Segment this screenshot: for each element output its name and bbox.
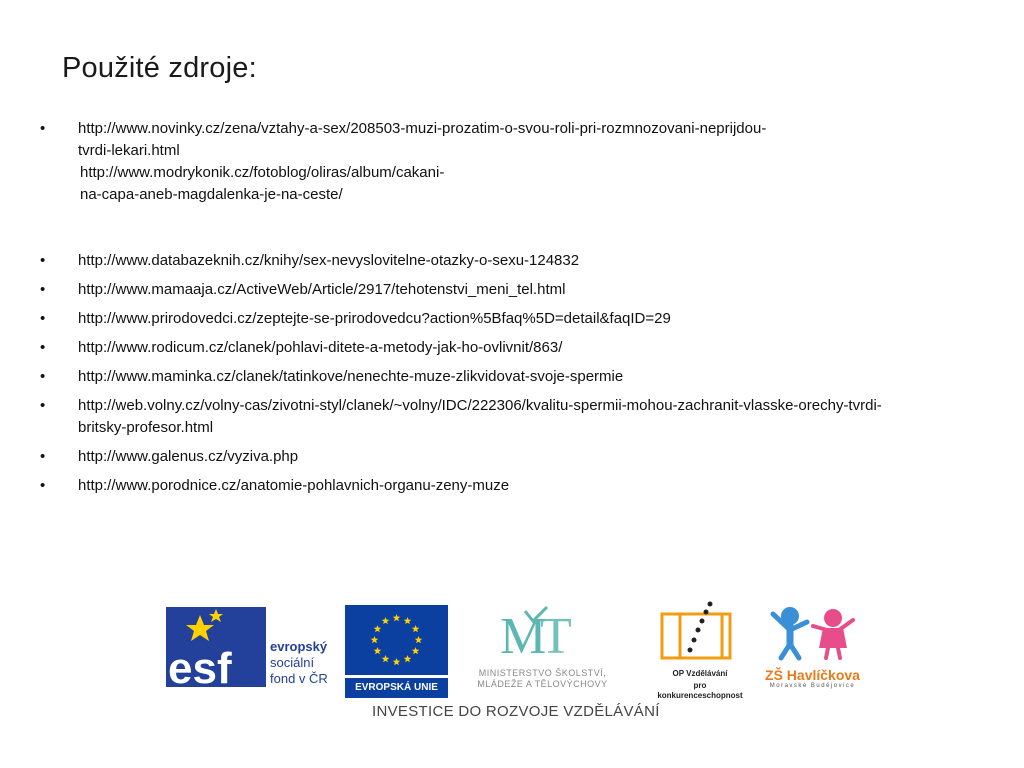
list-item	[40, 250, 970, 272]
eu-flag-icon	[345, 605, 448, 675]
eu-logo	[345, 605, 448, 698]
eu-label: EVROPSKÁ UNIE	[345, 678, 448, 698]
eu-star-icon	[374, 647, 382, 654]
source-link[interactable]: http://www.novinky.cz/zena/vztahy-a-sex/208503-muzi-prozatim-o-svou-roli-pri-rozmnozovani-neprijdou-	[78, 120, 767, 137]
svg-text:evropský: evropský	[270, 639, 328, 654]
op-line1: OP Vzdělávání	[672, 669, 728, 678]
bullet: •	[40, 448, 46, 465]
svg-text:M: M	[500, 608, 547, 663]
zs-sub: Moravské Budějovice	[769, 683, 856, 689]
bullet: •	[40, 477, 46, 494]
eu-star-icon	[404, 617, 412, 624]
sponsor-logos	[0, 595, 1024, 745]
list-item	[40, 366, 970, 388]
source-link[interactable]: http://www.modrykonik.cz/fotoblog/oliras/album/cakani-	[80, 164, 445, 181]
list-item	[40, 446, 970, 468]
list-item	[40, 118, 970, 162]
list-item	[40, 475, 970, 497]
investice-slogan: INVESTICE DO ROZVOJE VZDĚLÁVÁNÍ	[372, 703, 660, 720]
source-link[interactable]: http://www.prirodovedci.cz/zeptejte-se-prirodovedcu?action%5Bfaq%5D=detail&faqID=29	[78, 310, 671, 327]
bullet: •	[40, 281, 46, 298]
msmt-logo	[455, 603, 630, 690]
bullet: •	[40, 310, 46, 327]
svg-text:T: T	[540, 608, 572, 663]
source-link[interactable]: http://www.rodicum.cz/clanek/pohlavi-ditete-a-metody-jak-ho-ovlivnit/863/	[78, 339, 563, 356]
sub-source	[40, 162, 970, 206]
eu-star-icon	[374, 625, 382, 632]
eu-star-icon	[382, 655, 390, 662]
eu-star-icon	[415, 636, 423, 643]
bullet: •	[40, 252, 46, 269]
eu-star-icon	[404, 655, 412, 662]
source-link[interactable]: http://www.galenus.cz/vyziva.php	[78, 448, 299, 465]
bullet: •	[40, 339, 46, 356]
source-link[interactable]: http://www.mamaaja.cz/ActiveWeb/Article/2917/tehotenstvi_meni_tel.html	[78, 281, 566, 298]
list-item	[40, 395, 970, 439]
zs-logo	[755, 600, 870, 689]
list-item	[40, 279, 970, 301]
zs-name: ZŠ Havlíčkova	[765, 667, 860, 683]
msmt-line2: MLÁDEŽE A TĚLOVÝCHOVY	[477, 679, 608, 689]
eu-star-icon	[371, 636, 379, 643]
op-logo	[650, 600, 750, 701]
source-link[interactable]: http://www.databazeknih.cz/knihy/sex-nevyslovitelne-otazky-o-sexu-124832	[78, 252, 580, 269]
svg-text:fond v ČR: fond v ČR	[270, 671, 328, 686]
eu-star-icon	[393, 614, 401, 621]
msmt-line1: MINISTERSTVO ŠKOLSTVÍ,	[478, 668, 607, 678]
svg-text:esf: esf	[168, 644, 232, 693]
list-item	[40, 308, 970, 330]
source-link[interactable]: http://www.maminka.cz/clanek/tatinkove/nenechte-muze-zlikvidovat-svoje-spermie	[78, 368, 624, 385]
source-link[interactable]: http://www.porodnice.cz/anatomie-pohlavnich-organu-zeny-muze	[78, 477, 510, 494]
eu-star-icon	[412, 625, 420, 632]
bullet: •	[40, 368, 46, 385]
list-item	[40, 337, 970, 359]
eu-star-icon	[412, 647, 420, 654]
bullet: •	[40, 120, 46, 137]
esf-logo	[166, 607, 341, 700]
source-link[interactable]: http://web.volny.cz/volny-cas/zivotni-styl/clanek/~volny/IDC/222306/kvalitu-spermii-mohou-zachranit-vlasske-orechy-tvrdi-britsky-profesor.html	[78, 397, 882, 436]
bullet: •	[40, 397, 46, 414]
eu-star-icon	[382, 617, 390, 624]
sources-list	[40, 118, 970, 504]
eu-star-icon	[393, 658, 401, 665]
op-line2: pro konkurenceschopnost	[657, 681, 743, 700]
source-link-cont[interactable]: tvrdi-lekari.html	[78, 142, 180, 159]
page-title: Použité zdroje:	[62, 52, 257, 84]
svg-text:sociální: sociální	[270, 655, 315, 670]
source-link-cont[interactable]: na-capa-aneb-magdalenka-je-na-ceste/	[80, 186, 343, 203]
